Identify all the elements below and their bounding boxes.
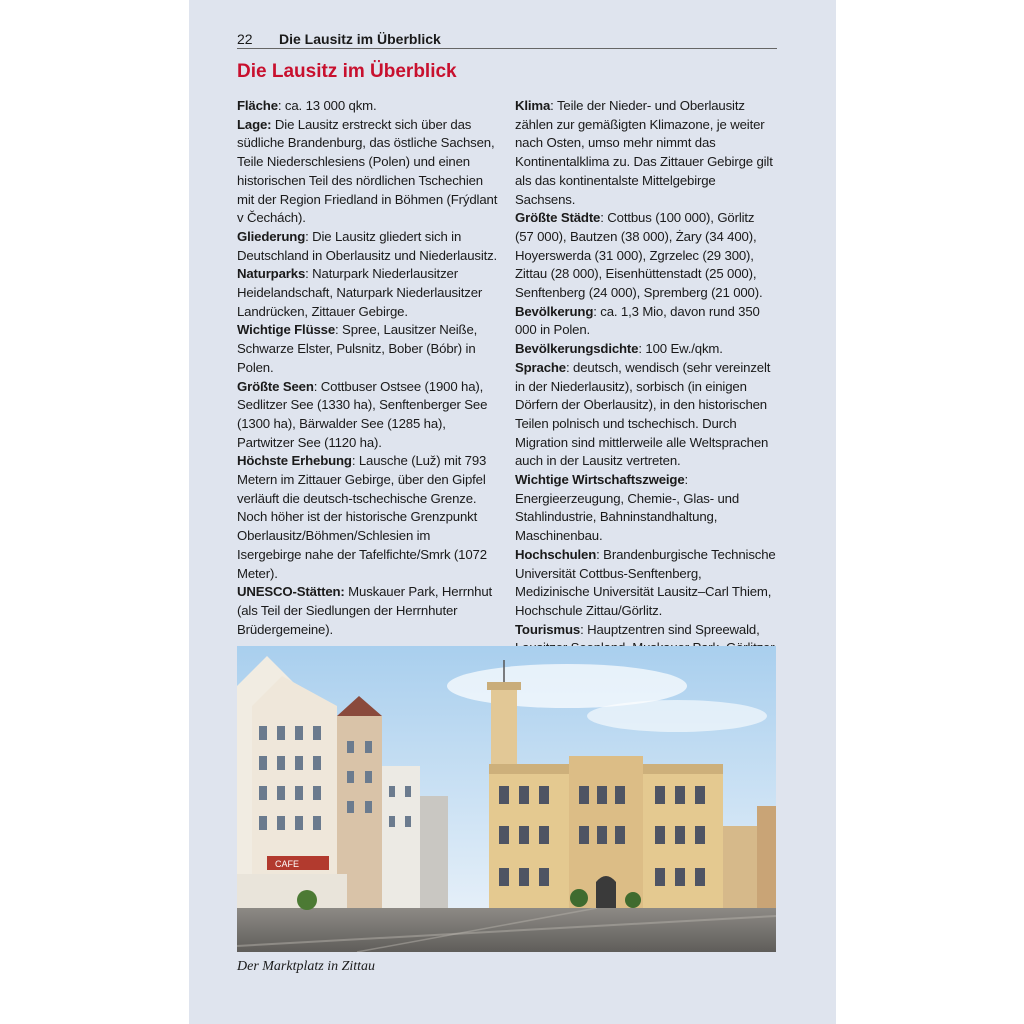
fact-key: Klima [515, 98, 551, 113]
fact-entry [237, 116, 498, 228]
fact-text: deutsch, wendisch (sehr vereinzelt in der Niederlausitz), sorbisch (in einigen Dörfern der Oberlausitz), in den historischen Teilen polnisch und tschechisch. Durch Migration sind mittlerweile alle Weltsprachen auch in der Lausitz vertreten. [515, 359, 771, 469]
fact-text: Naturpark Niederlausitzer Heidelandschaft, Naturpark Niederlausitzer Landrücken, Zittauer Gebirge. [237, 266, 483, 319]
fact-separator: : [566, 359, 570, 375]
fact-separator: : [638, 341, 642, 357]
fact-text: 100 Ew./qkm. [641, 341, 723, 357]
fact-entry [237, 228, 498, 265]
photo-illustration [237, 646, 776, 952]
fact-key: Naturparks [237, 266, 306, 282]
fact-key: Tourismus [515, 621, 581, 637]
fact-key: UNESCO-Stätten: [237, 584, 345, 600]
fact-separator: : [305, 266, 309, 282]
fact-key: Bevölkerung [515, 303, 594, 319]
fact-text: Spree, Lausitzer Neiße, Schwarze Elster, Pulsnitz, Bober (Bóbr) in Polen. [237, 322, 478, 375]
fact-separator: : [600, 210, 604, 226]
left-column [237, 97, 498, 639]
fact-entry [515, 209, 776, 303]
fact-text: Brandenburgische Technische Universität Cottbus-Senftenberg, Medizinische Universität Lausitz–Carl Thiem, Hochschule Zittau/Görlitz. [515, 546, 776, 618]
fact-entry [237, 97, 498, 116]
fact-entry [237, 321, 498, 377]
fact-entry [237, 265, 498, 321]
right-column [515, 97, 776, 677]
fact-text: Muskauer Park, Herrnhut (als Teil der Siedlungen der Herrnhuter Brüdergemeine). [237, 584, 493, 637]
fact-key: Bevölkerungsdichte [515, 341, 639, 357]
fact-key: Größte Seen [237, 378, 314, 394]
fact-entry [515, 546, 776, 621]
fact-separator: : [593, 303, 597, 319]
cafe-sign-text: CAFE [275, 859, 300, 869]
fact-separator: : [335, 322, 339, 338]
fact-text: Cottbuser Ostsee (1900 ha), Sedlitzer See (1330 ha), Senftenberger See (1300 ha), Bärwalder See (1285 ha), Partwitzer See (1120 ha). [237, 378, 488, 450]
fact-entry [515, 471, 776, 546]
fact-entry [515, 97, 776, 209]
fact-text: Teile der Nieder- und Oberlausitz zählen zur gemäßigten Klimazone, je weiter nach Osten, umso mehr nimmt das Kontinentalklima zu. Das Zittauer Gebirge gilt als das kontinentalste Mittelgebirge Sachsens. [515, 98, 773, 207]
fact-entry [515, 359, 776, 471]
photo-caption: Der Marktplatz in Zittau [237, 959, 376, 974]
fact-key: Sprache [515, 359, 566, 375]
fact-entry [237, 583, 498, 639]
fact-key: Wichtige Wirtschaftszweige [515, 472, 685, 488]
fact-text: Lausche (Luž) mit 793 Metern im Zittauer Gebirge, über den Gipfel verläuft die deutsch-tschechische Grenze. Noch höher ist der historische Grenzpunkt Oberlausitz/Böhmen/Schlesien im Isergebirge nahe der Tafelfichte/Smrk (1072 Meter). [237, 453, 487, 581]
fact-text: Die Lausitz erstreckt sich über das südliche Brandenburg, das östliche Sachsen, Teile Niederschlesiens (Polen) und einen historischen Teil des nördlichen Tschechien mit der Region Friedland in Böhmen (Frýdlant v Čechách). [237, 116, 498, 226]
running-header [237, 30, 777, 49]
fact-separator: : [580, 621, 584, 637]
fact-separator: : [305, 228, 309, 244]
fact-text: Hauptzentren sind Spreewald, [587, 621, 760, 637]
fact-text: Energieerzeugung, Chemie-, Glas- und Stahlindustrie, Bahninstandhaltung, Maschinenbau. [515, 490, 740, 544]
fact-separator: : [684, 472, 689, 488]
fact-key: Fläche [237, 98, 278, 113]
fact-separator: : [550, 98, 554, 113]
zittau-marketplace-photo [237, 646, 776, 952]
fact-entry [237, 378, 498, 453]
fact-text: Cottbus (100 000), Görlitz (57 000), Bautzen (38 000), Żary (34 400), Hoyerswerda (31 000), Zgrzelec (29 300), Zittau (28 000), Eisenhüttenstadt (25 000), Senftenberg (24 000), Spremberg (21 000). [515, 210, 763, 301]
fact-entry [515, 303, 776, 340]
book-page [189, 0, 836, 1024]
page-number: 22 [237, 31, 253, 47]
section-title: Die Lausitz im Überblick [237, 61, 457, 82]
fact-key: Größte Städte [515, 210, 601, 226]
fact-entry [237, 452, 498, 583]
fact-key: Gliederung [237, 228, 306, 244]
fact-separator: : [277, 98, 282, 113]
fact-text: ca. 13 000 qkm. [281, 98, 377, 113]
fact-separator: : [313, 378, 318, 394]
fact-key: Höchste Erhebung [237, 453, 352, 469]
fact-key: Lage: [237, 116, 272, 132]
fact-key: Wichtige Flüsse [237, 322, 336, 338]
running-title: Die Lausitz im Überblick [279, 31, 441, 47]
fact-text: ca. 1,3 Mio, davon rund 350 000 in Polen. [515, 303, 760, 338]
fact-entry [515, 340, 776, 359]
fact-separator: : [596, 546, 600, 562]
fact-text: Die Lausitz gliedert sich in Deutschland in Oberlausitz und Niederlausitz. [237, 228, 498, 263]
fact-key: Hochschulen [515, 546, 597, 562]
fact-separator: : [351, 453, 356, 469]
